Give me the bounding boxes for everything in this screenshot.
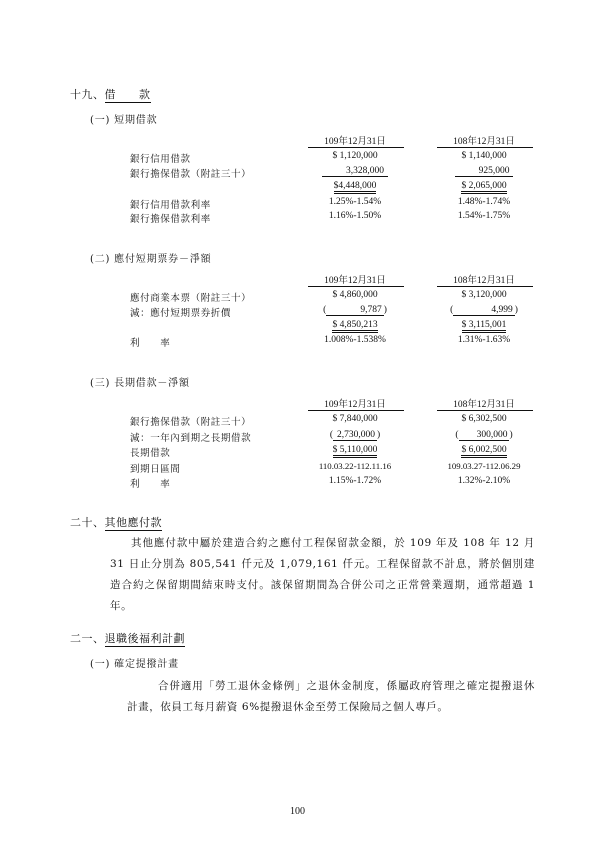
b-row4-v1: 1.008%-1.538% xyxy=(324,335,386,345)
a-row5-label: 銀行擔保借款利率 xyxy=(130,214,211,225)
c-row2-v2: ( 300,000 ) xyxy=(455,430,513,440)
defined-contribution-heading: (一) 確定提撥計畫 xyxy=(90,659,179,670)
a-total-v2 xyxy=(437,181,531,191)
b-row4-label: 利 率 xyxy=(130,338,171,349)
a-row2-label: 銀行擔保借款（附註三十） xyxy=(130,169,252,180)
c-row5-v2: 1.32%-2.10% xyxy=(457,476,511,486)
c-total-v2-value: $ 6,002,500 xyxy=(461,445,506,458)
c-row5-v1: 1.15%-1.72% xyxy=(328,476,382,486)
section-20-number: 二十、 xyxy=(70,516,105,529)
a-row5-v1: 1.16%-1.50% xyxy=(328,211,382,221)
c-row4-label: 到期日區間 xyxy=(130,464,181,475)
a-total-v1-value: $4,448,000 xyxy=(334,181,377,194)
c-row1-v2: $ 6,302,500 xyxy=(461,414,507,424)
c-col1-header-rule xyxy=(308,410,404,411)
b-row2-v1: ( 9,787 ) xyxy=(323,305,387,315)
b-col2-header: 108年12月31日 xyxy=(453,276,515,286)
section-20-heading xyxy=(70,514,162,530)
a-col1-header: 109年12月31日 xyxy=(324,137,386,147)
b-row2-v2-value: 4,999 xyxy=(453,305,514,316)
page-number: 100 xyxy=(290,806,305,817)
b-row4-v2: 1.31%-1.63% xyxy=(457,335,511,345)
a-col1-header-rule xyxy=(308,147,404,148)
a-row2-v1-value: 3,328,000 xyxy=(322,166,388,177)
b-row1-v2: $ 3,120,000 xyxy=(461,290,507,300)
section-21-heading xyxy=(70,630,185,646)
c-row2-v1: ( 2,730,000 ) xyxy=(329,430,381,440)
b-col1-header-rule xyxy=(308,286,404,287)
c-row2-label: 減：一年內到期之長期借款 xyxy=(130,433,252,444)
section-20-title: 其他應付款 xyxy=(104,516,162,529)
b-total-v1 xyxy=(308,320,402,330)
section-19-number: 十九、 xyxy=(70,88,105,101)
b-total-v2-value: $ 3,115,001 xyxy=(462,320,507,333)
short-term-loans-heading: (一) 短期借款 xyxy=(90,115,158,126)
b-row2-label: 減：應付短期票券折價 xyxy=(130,308,232,319)
b-row2-v1-value: 9,787 xyxy=(326,305,383,316)
c-row4-v2: 109.03.27-112.06.29 xyxy=(447,461,521,471)
c-col2-header-rule xyxy=(437,410,533,411)
a-row1-v1: $ 1,120,000 xyxy=(332,151,378,161)
a-row4-v2: 1.48%-1.74% xyxy=(457,197,511,207)
a-row2-v1 xyxy=(308,166,402,177)
b-col1-header: 109年12月31日 xyxy=(324,276,386,286)
b-row1-label: 應付商業本票（附註三十） xyxy=(130,293,252,304)
c-col1-header: 109年12月31日 xyxy=(324,400,386,410)
section-21a-paragraph: 合併適用「勞工退休金條例」之退休金制度，係屬政府管理之確定提撥退休計畫，依員工每月薪資 6%提撥退休金至勞工保險局之個人專戶。 xyxy=(127,680,535,713)
a-col2-header: 108年12月31日 xyxy=(453,137,515,147)
a-row1-label: 銀行信用借款 xyxy=(130,154,191,165)
c-total-v1-value: $ 5,110,000 xyxy=(333,445,378,458)
b-col2-header-rule xyxy=(437,286,533,287)
a-row4-label: 銀行信用借款利率 xyxy=(130,200,211,211)
short-term-bills-heading: (二) 應付短期票券－淨額 xyxy=(90,254,212,265)
a-row1-v2: $ 1,140,000 xyxy=(461,151,507,161)
c-row3-label: 長期借款 xyxy=(130,448,171,459)
section-21-number: 二一、 xyxy=(70,632,105,645)
section-21-title: 退職後福利計劃 xyxy=(104,632,185,645)
c-total-v2 xyxy=(437,445,531,455)
a-total-v1 xyxy=(308,181,402,191)
c-row1-v1: $ 7,840,000 xyxy=(332,414,378,424)
c-total-v1 xyxy=(308,445,402,455)
b-row2-v2: ( 4,999 ) xyxy=(450,305,518,315)
c-row1-label: 銀行擔保借款（附註三十） xyxy=(130,417,252,428)
long-term-loans-heading: (三) 長期借款－淨額 xyxy=(90,378,190,389)
b-total-v2 xyxy=(437,320,531,330)
a-row2-v2 xyxy=(437,166,531,177)
a-row5-v2: 1.54%-1.75% xyxy=(457,211,511,221)
b-total-v1-value: $ 4,850,213 xyxy=(332,320,377,333)
c-row2-v2-value: 300,000 xyxy=(459,430,510,441)
a-row2-v2-value: 925,000 xyxy=(455,166,514,177)
c-row4-v1: 110.03.22-112.11.16 xyxy=(318,461,392,471)
a-row4-v1: 1.25%-1.54% xyxy=(328,197,382,207)
a-total-v2-value: $ 2,065,000 xyxy=(461,181,506,194)
a-col2-header-rule xyxy=(437,147,533,148)
c-row5-label: 利 率 xyxy=(130,479,171,490)
b-row1-v1: $ 4,860,000 xyxy=(332,290,378,300)
section-19-title: 借 款 xyxy=(104,88,151,101)
section-19-heading xyxy=(70,86,151,102)
c-col2-header: 108年12月31日 xyxy=(453,400,515,410)
c-row2-v1-value: 2,730,000 xyxy=(333,430,377,441)
section-20-paragraph: 其他應付款中屬於建造合約之應付工程保留款金額，於 109 年及 108 年 12 月 31 日止分別為 805,541 仟元及 1,079,161 仟元。工程保留款不計息，將於個別建造合約之保留期間結束時支付。該保留期間為合併公司之正常營業週期，通常超過 1 年。 xyxy=(110,537,535,612)
